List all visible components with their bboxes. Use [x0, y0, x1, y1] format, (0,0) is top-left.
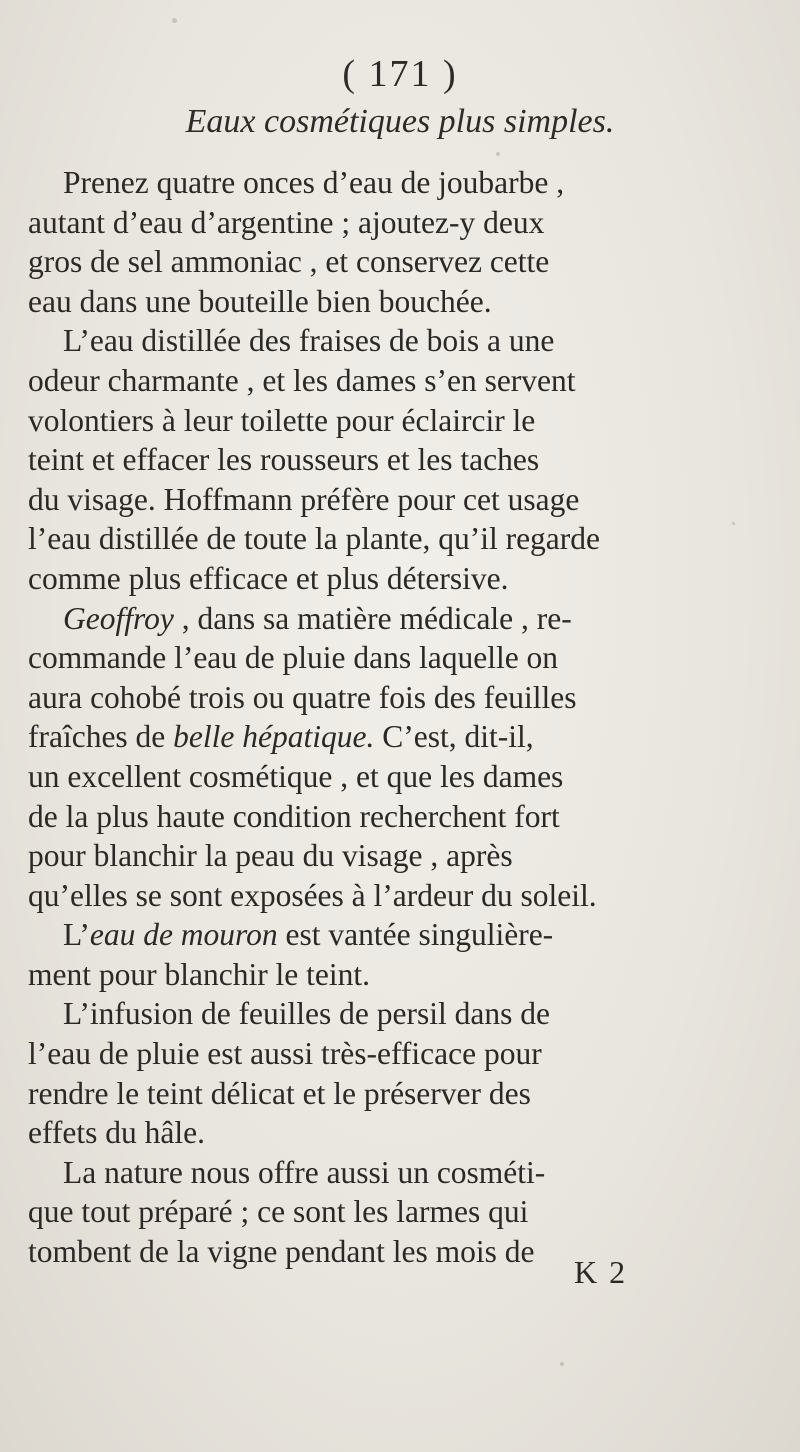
text-line: pour blanchir la peau du visage , après [28, 838, 513, 874]
text-line [28, 717, 710, 757]
text-line: teint et effacer les rousseurs et les taches [28, 442, 540, 478]
text-line: du visage. Hoffmann préfère pour cet usage [28, 481, 580, 517]
text-line: aura cohobé trois ou quatre fois des feuilles [28, 679, 577, 715]
text-line: volontiers à leur toilette pour éclaircir le [28, 402, 536, 438]
text-line: un excellent cosmétique , et que les dames [28, 758, 564, 794]
text-line [28, 599, 710, 639]
text-line: commande l’eau de pluie dans laquelle on [28, 640, 559, 676]
paper-speck [496, 152, 500, 156]
text-line: L’eau distillée des fraises de bois a une [63, 323, 555, 359]
text-line: odeur charmante , et les dames s’en servent [28, 362, 576, 398]
text-line: L’infusion de feuilles de persil dans de [63, 996, 550, 1032]
text-segment: est vantée singulière- [277, 917, 554, 953]
text-segment: fraîches de [28, 719, 174, 755]
paragraph-persil [28, 994, 710, 1152]
paragraph-geoffroy [28, 599, 710, 916]
text-line: tombent de la vigne pendant les mois de [28, 1234, 535, 1270]
text-line: qu’elles se sont exposées à l’ardeur du soleil. [28, 877, 597, 913]
text-line: ment pour blanchir le teint. [28, 956, 371, 992]
paper-speck [172, 18, 177, 23]
text-line: effets du hâle. [28, 1115, 205, 1151]
text-line: eau dans une bouteille bien bouchée. [28, 283, 492, 319]
text-line: La nature nous offre aussi un cosméti- [63, 1154, 546, 1190]
section-title: Eaux cosmétiques plus simples. [185, 103, 615, 140]
paragraph-joubarbe [28, 163, 710, 321]
plant-name: belle hépatique. [173, 719, 375, 755]
paragraph-fraises [28, 321, 710, 598]
text-line: gros de sel ammoniac , et conservez cette [28, 244, 550, 280]
text-segment: L’ [63, 917, 90, 953]
text-line: autant d’eau d’argentine ; ajoutez-y deux [28, 204, 545, 240]
plant-name: eau de mouron [89, 917, 278, 953]
paper-speck [732, 522, 735, 525]
text-segment: C’est, dit-il, [374, 719, 534, 755]
author-name: Geoffroy [63, 600, 174, 636]
signature-mark: K 2 [574, 1254, 628, 1290]
text-line: comme plus efficace et plus détersive. [28, 560, 509, 596]
paper-speck [560, 1362, 564, 1366]
page-body [28, 163, 710, 1272]
text-line: que tout préparé ; ce sont les larmes qui [28, 1194, 529, 1230]
text-line: Prenez quatre onces d’eau de joubarbe , [63, 165, 565, 200]
text-line: l’eau de pluie est aussi très-efficace pour [28, 1036, 542, 1072]
text-line: de la plus haute condition recherchent fort [28, 798, 560, 834]
paragraph-mouron [28, 915, 710, 994]
text-line: l’eau distillée de toute la plante, qu’il regarde [28, 521, 601, 557]
text-segment: , dans sa matière médicale , re- [173, 600, 572, 636]
text-line [28, 915, 710, 955]
text-line: rendre le teint délicat et le préserver des [28, 1075, 531, 1111]
page-number: ( 171 ) [342, 53, 458, 95]
